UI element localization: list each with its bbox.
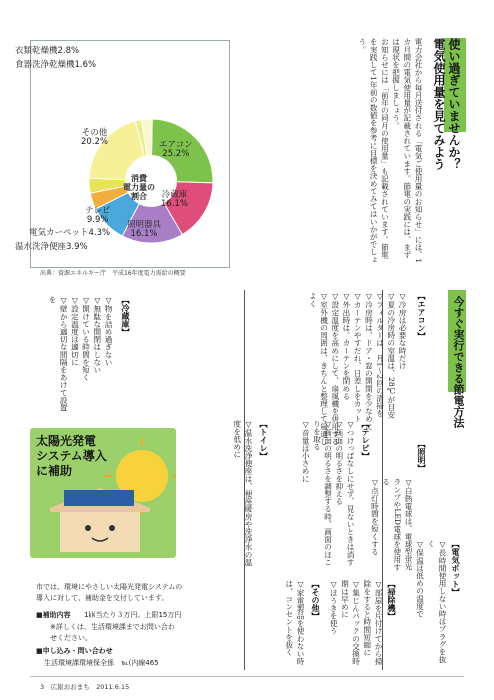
contact-label: ■申し込み・問い合わせ — [36, 647, 113, 655]
pie-label-4: 電気カーペット4.3% — [29, 228, 111, 238]
page-footer: 3 広報おおまち 2011.6.15 — [40, 683, 130, 691]
pie-label-1: 冷蔵庫 16.1% — [161, 190, 189, 210]
aircon-tag: 【エアコン】 — [417, 292, 426, 340]
subsidy-value: 1㎾当たり３万円、上限15万円 — [84, 611, 182, 619]
pot-tag: 【電気ポット】 — [451, 540, 460, 596]
contact-value: 生活環境課環境保全係 ℡(内線465 — [44, 659, 159, 667]
pot-tips: ▽長時間使用しない時はプラグを抜く ▽保温は低めの温度で — [415, 540, 447, 663]
pie-label-8: 衣類乾燥機2.8% — [15, 46, 80, 56]
page-headline: 使い過ぎていませんか？ 電気使用量を見てみよう — [432, 38, 461, 170]
subsidy-note: ※詳しくは、生活環境課までお問い合わせください。 — [50, 623, 175, 642]
section-headline: 今すぐ実行できる節電方法 — [452, 296, 465, 428]
other-tips: ▽家電製品を使わない時は、コンセントを抜く — [284, 580, 305, 665]
pie-chart-panel — [15, 40, 230, 268]
subsidy-label: ■補助内容 — [36, 611, 71, 619]
pie-label-7: 食器洗浄乾燥機1.6% — [15, 60, 97, 70]
pie-center-label: 消費 電力量の 割合 — [123, 174, 155, 201]
solar-description: 市では、環境にやさしい太陽光発電システムの導入に対して、補助金を交付しています。 — [36, 583, 183, 602]
pie-label-5: 温水洗浄便座3.9% — [15, 242, 88, 252]
toilet-tag: 【トイレ】 — [259, 420, 268, 460]
vacuum-tag: 【掃除機】 — [387, 580, 396, 620]
lighting-tips: ▽白熱電球は、電球型蛍光ランプやLED電球を使用する ▽点灯時間を短くする — [370, 478, 413, 571]
pie-label-3: テレビ 9.9% — [85, 206, 111, 226]
chart-source: 出典：資源エネルギー庁 平成16年度電力需給の概要 — [40, 270, 186, 277]
tv-tips: ▽つけっぱなしにせず、見ないときは消す ▽画面の明るさを抑える ▽画面の明るさを調整する時、画面のほこりを取る ▽音量は小さめに — [301, 420, 355, 566]
fridge-tips: ▽物を詰め過ぎない ▽無駄な開閉はしない ▽開けている時間を短く ▽設定温度は適切に ▽壁から適切な間隔をあけて設置を — [47, 296, 113, 412]
other-tag: 【その他】 — [311, 580, 320, 620]
intro-text: 電力会社から毎月送付される「電気ご使用量のお知らせ」には、1カ月間の電気使用量が記載されています。節電の実践には、まずは現状を把握しましょう。 お知らせには「前年の同月の使用量」も記載されています。節電を実践して1年前の数値を参考に目標を決めてみてはいかがでしょう。 — [357, 38, 423, 264]
vacuum-tips: ▽部屋を片付けてから掃除をすると時間短縮に ▽集じんパックの交換時期は早めに ▽ほうきを使う — [329, 580, 383, 665]
solar-title: 太陽光発電 システム導入 に補助 — [36, 434, 107, 478]
pie-label-6: その他 20.2% — [81, 128, 109, 148]
toilet-tips: ▽温水洗浄便座は、便座暖房や洗浄水の温度を低めに — [232, 420, 253, 566]
aircon-tips: ▽冷房は必要な時だけ ▽夏の冷房時の室温は、28℃が目安 ▽フィルターは、月1〜2回の清掃を ▽冷房時は、ドア・窓の開閉を少なめに ▽カーテンやすだれ、日差しをカット ▽外出時は、カーテンを閉める ▽設定温度を高めにして、扇風機を併用する ▽室外機の周囲は、きちんと整理して風通しよく — [308, 292, 407, 446]
footer-rule — [30, 676, 464, 677]
fridge-tag: 【冷蔵庫】 — [121, 296, 130, 336]
tv-tag: 【テレビ】 — [361, 420, 370, 460]
pie-label-0: エアコン 25.2% — [159, 140, 193, 160]
lighting-tag: 【照明】 — [417, 440, 426, 472]
pie-label-2: 照明器具 16.1% — [127, 220, 162, 240]
